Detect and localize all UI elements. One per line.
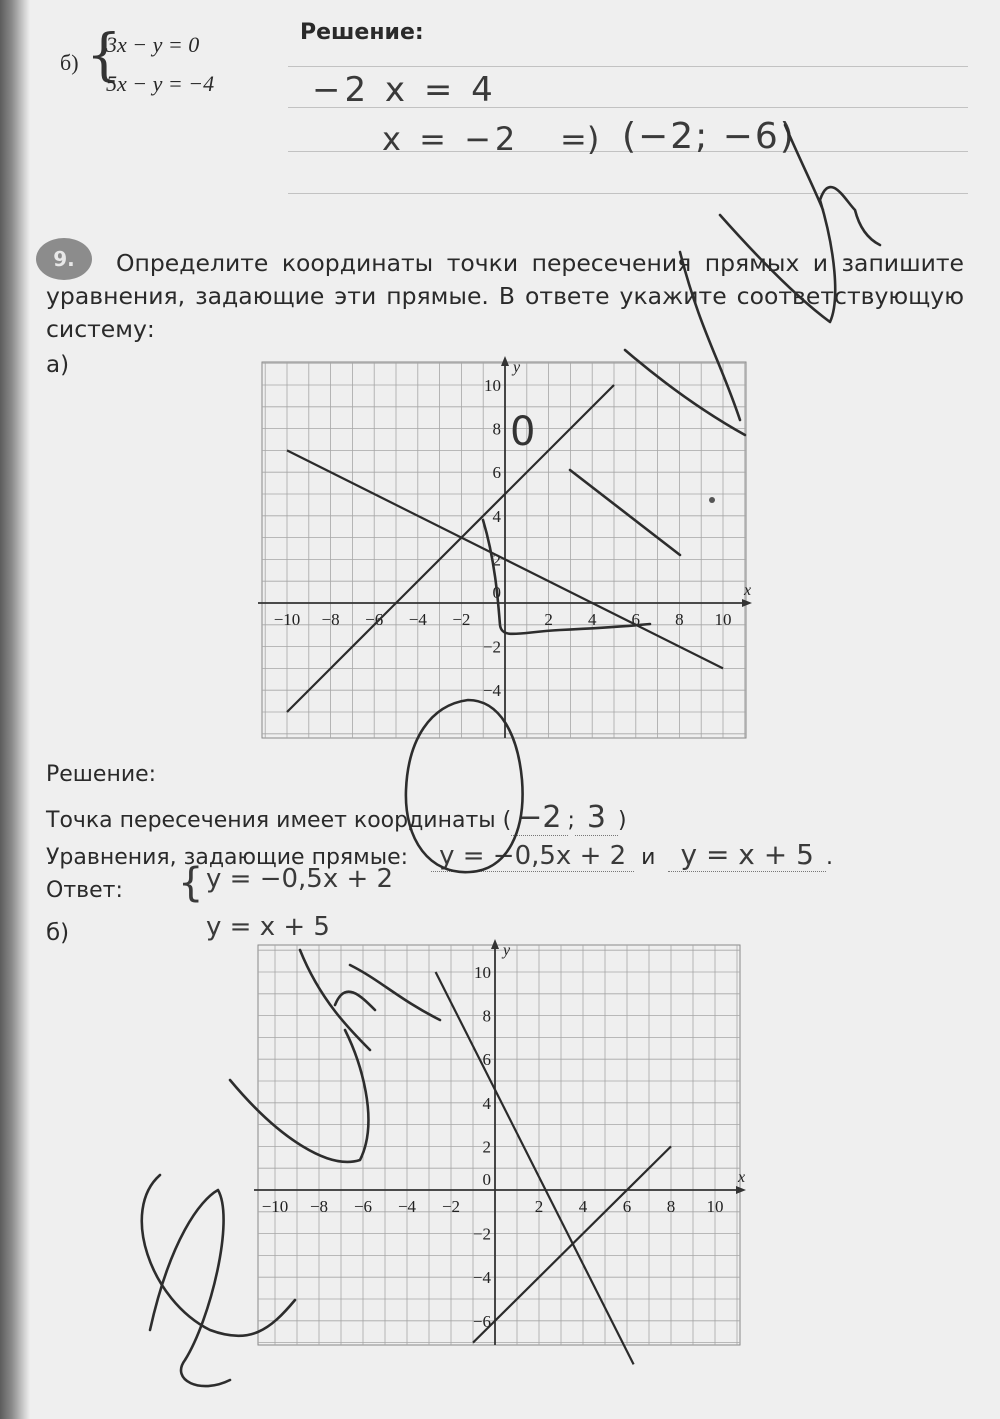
- problem8b-label: б): [60, 50, 79, 75]
- point-open-paren: (: [502, 808, 512, 833]
- x-tick-label: 2: [544, 610, 553, 629]
- problem8b-eq2: 5x − y = −4: [106, 71, 215, 96]
- y-tick-label: −4: [482, 681, 501, 701]
- x-tick-label: −2: [441, 1197, 461, 1216]
- x-tick-label: 10: [714, 610, 732, 629]
- part-b-label: б): [46, 920, 70, 946]
- x-tick-label: −2: [452, 610, 471, 629]
- problem8b-solution-title: Решение:: [300, 20, 424, 45]
- handwritten-arrow: =): [560, 120, 600, 158]
- x-tick-label: −8: [321, 610, 340, 629]
- x-tick-label: −6: [353, 1197, 373, 1216]
- scribble-top-right: [625, 125, 880, 435]
- y-tick-label: −4: [472, 1268, 491, 1288]
- x-tick-label: −4: [397, 1197, 417, 1216]
- x-tick-label: −8: [309, 1197, 329, 1216]
- answer-line2: y = x + 5: [206, 912, 330, 942]
- y-axis-label: y: [503, 942, 511, 959]
- part-a-label: а): [46, 352, 70, 378]
- x-axis-label: x: [738, 1169, 746, 1186]
- x-tick-label: 2: [534, 1197, 544, 1216]
- y-tick-label: 10: [484, 376, 501, 395]
- x-tick-label: 8: [666, 1197, 676, 1216]
- ink-dot: [709, 497, 715, 503]
- scribble-graph-a: [483, 520, 650, 634]
- answer-label: Ответ:: [46, 878, 123, 903]
- y-tick-label: 4: [492, 506, 501, 526]
- handwritten-step2: x = −2: [382, 120, 520, 158]
- y-tick-label: 8: [492, 419, 501, 439]
- y-tick-label: 10: [474, 963, 491, 982]
- x-tick-label: −6: [365, 610, 384, 629]
- equation-2: y = x + 5: [668, 838, 825, 872]
- origin-label: 0: [492, 583, 501, 602]
- x-tick-label: −10: [273, 610, 301, 629]
- equations-and: и: [641, 845, 656, 870]
- part-a-solution-title: Решение:: [46, 762, 157, 787]
- answer-line1: y = −0,5x + 2: [206, 864, 394, 894]
- y-tick-label: 6: [492, 463, 501, 483]
- equations-end: .: [825, 845, 833, 870]
- point-close-paren: ): [618, 808, 627, 833]
- system-brace: {: [86, 23, 122, 88]
- origin-label: 0: [482, 1170, 491, 1189]
- task-statement: Определите координаты точки пересечения прямых и запишите уравнения, задающие эти прямые. В ответе укажите соответствующую систему:: [46, 249, 964, 343]
- x-tick-label: 4: [587, 610, 597, 629]
- answer-brace: {: [178, 860, 204, 906]
- handwritten-step1: −2 x = 4: [312, 70, 497, 110]
- scribble-oval: [406, 700, 523, 872]
- y-tick-label: 2: [492, 550, 501, 570]
- x-axis-label: x: [744, 582, 752, 599]
- y-tick-label: 6: [482, 1050, 491, 1070]
- point-separator: ;: [567, 808, 575, 833]
- equation-1: y = −0,5x + 2: [431, 841, 634, 872]
- y-tick-label: −2: [482, 637, 501, 657]
- handwritten-answer: (−2; −6): [622, 116, 796, 157]
- x-tick-label: −10: [261, 1197, 289, 1216]
- x-tick-label: 6: [631, 610, 641, 629]
- equations-label: Уравнения, задающие прямые:: [46, 845, 409, 870]
- point-y: 3: [575, 800, 618, 836]
- scribble-dash: [570, 470, 680, 555]
- x-tick-label: 10: [706, 1197, 724, 1216]
- y-tick-label: 4: [482, 1093, 491, 1113]
- y-tick-label: −6: [472, 1311, 491, 1331]
- y-tick-label: −2: [472, 1224, 491, 1244]
- y-axis-label: y: [513, 359, 521, 376]
- x-tick-label: −4: [408, 610, 427, 629]
- problem8b-eq1: 3x − y = 0: [106, 32, 200, 57]
- scribble-graph-b: [142, 950, 440, 1386]
- x-tick-label: 8: [675, 610, 684, 629]
- point-label: Точка пересечения имеет координаты: [46, 808, 496, 833]
- y-tick-label: 2: [482, 1137, 491, 1157]
- x-tick-label: 4: [578, 1197, 588, 1216]
- y-tick-label: 8: [482, 1006, 491, 1026]
- task-number-badge: 9.: [36, 238, 92, 280]
- handwritten-zero: 0: [510, 409, 536, 455]
- point-x: −2: [511, 800, 567, 836]
- x-tick-label: 6: [622, 1197, 632, 1216]
